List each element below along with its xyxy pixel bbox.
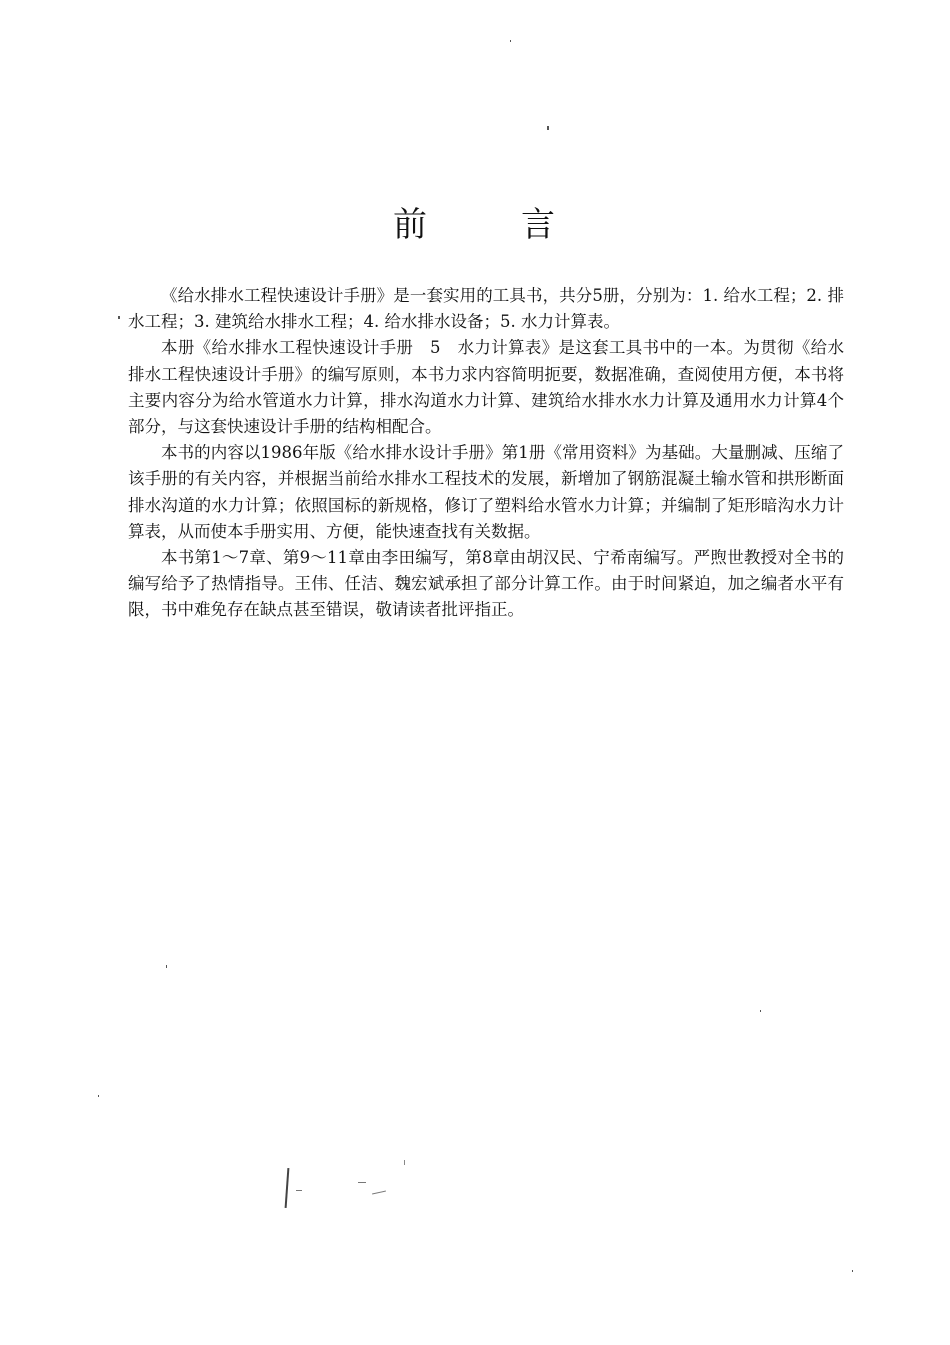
scan-speck bbox=[760, 1010, 761, 1012]
scan-speck bbox=[358, 1182, 366, 1183]
preface-paragraph-2: 本册《给水排水工程快速设计手册 5 水力计算表》是这套工具书中的一本。为贯彻《给水排水工程快速设计手册》的编写原则，本书力求内容简明扼要，数据准确，查阅使用方便，本书将主要内容分为给水管道水力计算，排水沟道水力计算、建筑给水排水水力计算及通用水力计算4个部分，与这套快速设计手册的结构相配合。 bbox=[128, 338, 844, 437]
scan-speck bbox=[510, 40, 511, 42]
preface-paragraph-1: 《给水排水工程快速设计手册》是一套实用的工具书，共分5册，分别为：1. 给水工程；2. 排水工程；3. 建筑给水排水工程；4. 给水排水设备；5. 水力计算表。 bbox=[128, 286, 844, 332]
title-char-1: 前 bbox=[393, 205, 429, 245]
scan-speck bbox=[98, 1095, 99, 1097]
scan-speck bbox=[852, 1270, 853, 1272]
scan-speck bbox=[296, 1190, 302, 1191]
scan-speck bbox=[285, 1168, 290, 1208]
scan-speck bbox=[372, 1191, 386, 1195]
scan-speck bbox=[166, 965, 167, 968]
preface-body bbox=[128, 283, 844, 624]
scan-speck bbox=[547, 126, 549, 130]
title-char-2: 言 bbox=[521, 205, 557, 245]
preface-paragraph-3: 本书的内容以1986年版《给水排水设计手册》第1册《常用资料》为基础。大量删减、压缩了该手册的有关内容，并根据当前给水排水工程技术的发展，新增加了钢筋混凝土输水管和拱形断面排水沟道的水力计算；依照国标的新规格，修订了塑料给水管水力计算；并编制了矩形暗沟水力计算表，从而使本手册实用、方便，能快速查找有关数据。 bbox=[128, 443, 844, 541]
scan-speck bbox=[404, 1160, 405, 1165]
preface-paragraph-4: 本书第1～7章、第9～11章由李田编写，第8章由胡汉民、宁希南编写。严煦世教授对全书的编写给予了热情指导。王伟、任洁、魏宏斌承担了部分计算工作。由于时间紧迫，加之编者水平有限，书中难免存在缺点甚至错误，敬请读者批评指正。 bbox=[128, 548, 844, 620]
page-title bbox=[0, 200, 950, 250]
scan-speck bbox=[118, 316, 120, 319]
